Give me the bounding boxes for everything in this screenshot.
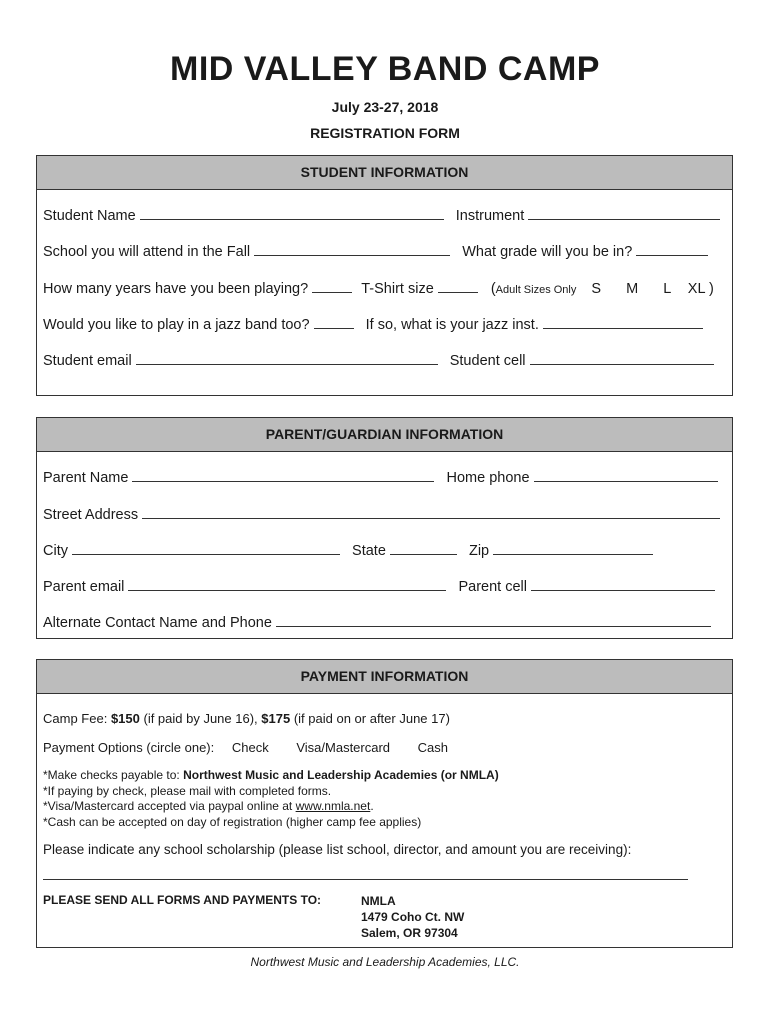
mailing-address-street: 1479 Coho Ct. NW xyxy=(361,910,465,924)
city-label: City xyxy=(43,543,68,559)
tshirt-label: T-Shirt size xyxy=(361,281,434,297)
alternate-contact-field[interactable] xyxy=(276,614,711,627)
student-section-heading: STUDENT INFORMATION xyxy=(37,156,732,190)
note-mail-check: *If paying by check, please mail with completed forms. xyxy=(43,783,332,798)
years-playing-label: How many years have you been playing? xyxy=(43,281,309,297)
mailing-address xyxy=(361,893,464,941)
student-name-row xyxy=(43,207,726,224)
street-address-field[interactable] xyxy=(142,506,720,519)
jazz-instrument-label: If so, what is your jazz inst. xyxy=(365,317,539,333)
adult-sizes-note: Adult Sizes Only xyxy=(495,284,577,296)
street-address-label: Street Address xyxy=(43,507,139,523)
nmla-website-link[interactable]: www.nmla.net xyxy=(295,799,371,813)
payment-notes xyxy=(43,768,726,830)
tshirt-field[interactable] xyxy=(438,280,478,293)
note-paypal-prefix: *Visa/Mastercard accepted via paypal online at xyxy=(43,799,293,813)
mailing-address-org: NMLA xyxy=(361,894,396,908)
send-to-label: PLEASE SEND ALL FORMS AND PAYMENTS TO: xyxy=(43,893,322,907)
mailing-address-city: Salem, OR 97304 xyxy=(361,926,458,940)
parent-name-label: Parent Name xyxy=(43,470,129,486)
parent-email-label: Parent email xyxy=(43,579,125,595)
instrument-field[interactable] xyxy=(528,207,720,220)
city-state-zip-row xyxy=(43,542,726,559)
note-checks-payable xyxy=(43,768,726,784)
payment-options-row xyxy=(43,740,726,755)
jazz-row xyxy=(43,316,726,333)
zip-field[interactable] xyxy=(493,542,653,555)
note-paypal xyxy=(43,799,726,815)
jazz-instrument-field[interactable] xyxy=(543,316,703,329)
jazz-band-field[interactable] xyxy=(314,316,354,329)
jazz-band-label: Would you like to play in a jazz band too? xyxy=(43,317,310,333)
size-l-option[interactable]: L xyxy=(663,281,671,297)
form-name: REGISTRATION FORM xyxy=(310,125,460,141)
instrument-label: Instrument xyxy=(455,208,525,224)
school-row xyxy=(43,243,726,260)
sizes-open-paren: ( xyxy=(490,281,496,297)
street-address-row xyxy=(43,506,726,523)
payment-information-section xyxy=(36,659,733,948)
size-xl-option[interactable]: XL ) xyxy=(687,281,714,297)
home-phone-label: Home phone xyxy=(446,470,530,486)
student-cell-field[interactable] xyxy=(530,352,714,365)
student-name-label: Student Name xyxy=(43,208,136,224)
early-fee-amount: $150 xyxy=(110,711,140,726)
zip-label: Zip xyxy=(468,543,490,559)
note-checks-prefix: *Make checks payable to: xyxy=(43,768,180,782)
alternate-contact-row xyxy=(43,614,726,631)
parent-section-heading: PARENT/GUARDIAN INFORMATION xyxy=(37,418,732,452)
years-tshirt-row xyxy=(43,280,726,297)
years-playing-field[interactable] xyxy=(312,280,352,293)
city-field[interactable] xyxy=(72,542,340,555)
early-fee-note: (if paid by June 16), xyxy=(143,711,258,726)
payment-section-heading: PAYMENT INFORMATION xyxy=(37,660,732,694)
parent-name-row xyxy=(43,469,726,486)
payment-option-card[interactable]: Visa/Mastercard xyxy=(296,740,391,755)
size-s-option[interactable]: S xyxy=(591,281,602,297)
school-label: School you will attend in the Fall xyxy=(43,244,251,260)
payment-option-cash[interactable]: Cash xyxy=(417,740,449,755)
late-fee-note: (if paid on or after June 17) xyxy=(293,711,450,726)
school-field[interactable] xyxy=(254,243,450,256)
form-title: MID VALLEY BAND CAMP xyxy=(170,50,600,88)
parent-name-field[interactable] xyxy=(132,469,434,482)
parent-cell-field[interactable] xyxy=(531,578,715,591)
alternate-contact-label: Alternate Contact Name and Phone xyxy=(43,615,272,631)
scholarship-label: Please indicate any school scholarship (please list school, director, and amount you are receiving): xyxy=(43,842,632,857)
parent-cell-label: Parent cell xyxy=(458,579,527,595)
payment-option-check[interactable]: Check xyxy=(231,740,269,755)
camp-fee-label: Camp Fee: xyxy=(43,711,108,726)
payment-options-label: Payment Options (circle one): xyxy=(43,740,215,755)
scholarship-field[interactable] xyxy=(43,879,688,880)
home-phone-field[interactable] xyxy=(534,469,718,482)
parent-information-section xyxy=(36,417,733,639)
note-checks-payee: Northwest Music and Leadership Academies (or NMLA) xyxy=(183,768,499,782)
student-cell-label: Student cell xyxy=(449,353,526,369)
student-contact-row xyxy=(43,352,726,369)
parent-contact-row xyxy=(43,578,726,595)
camp-dates: July 23-27, 2018 xyxy=(331,99,439,115)
student-email-label: Student email xyxy=(43,353,132,369)
state-label: State xyxy=(352,543,386,559)
footer-text: Northwest Music and Leadership Academies, LLC. xyxy=(250,955,520,969)
size-m-option[interactable]: M xyxy=(626,281,639,297)
state-field[interactable] xyxy=(390,542,457,555)
late-fee-amount: $175 xyxy=(261,711,291,726)
parent-email-field[interactable] xyxy=(128,578,446,591)
note-cash: *Cash can be accepted on day of registration (higher camp fee applies) xyxy=(43,814,422,829)
camp-fee-row xyxy=(43,711,726,726)
grade-field[interactable] xyxy=(636,243,708,256)
student-name-field[interactable] xyxy=(140,207,444,220)
student-information-section xyxy=(36,155,733,396)
note-paypal-suffix: . xyxy=(370,799,374,813)
student-email-field[interactable] xyxy=(136,352,438,365)
grade-label: What grade will you be in? xyxy=(462,244,633,260)
